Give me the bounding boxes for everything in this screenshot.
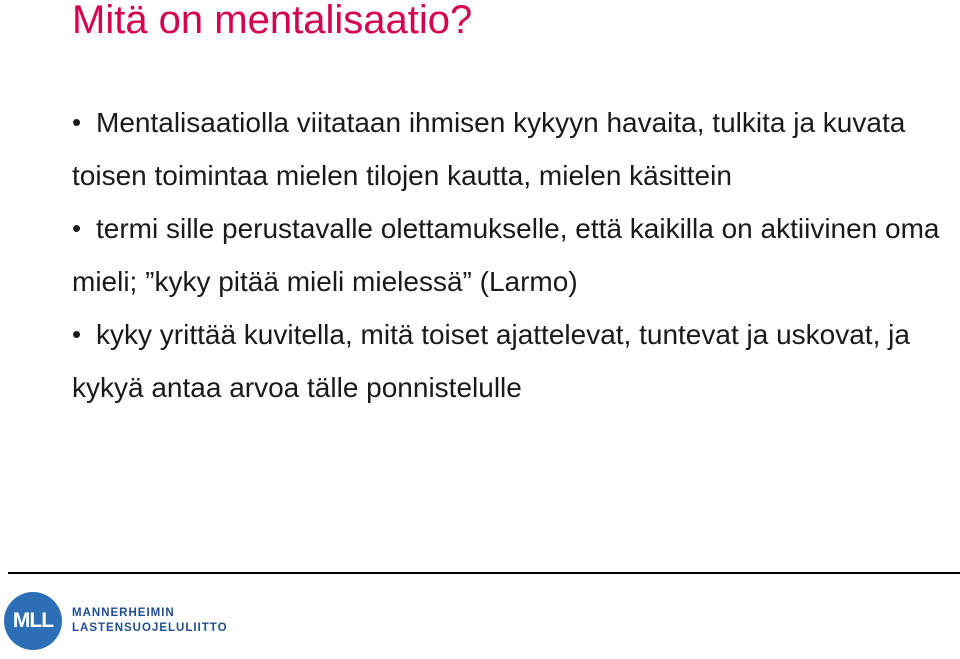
bullet-text: termi sille perustavalle olettamukselle, että kaikilla on aktiivinen oma mieli; ”kyky pitää mieli mielessä” (Larmo) bbox=[72, 213, 940, 297]
footer-divider bbox=[8, 572, 960, 574]
mll-logo bbox=[4, 592, 228, 650]
bullet-dot-icon: • bbox=[72, 107, 82, 137]
logo-wordmark bbox=[72, 606, 228, 636]
bullet-text: Mentalisaatiolla viitataan ihmisen kykyyn havaita, tulkita ja kuvata toisen toimintaa mielen tilojen kautta, mielen käsittein bbox=[72, 107, 906, 191]
bullet-dot-icon: • bbox=[72, 213, 82, 243]
bullet-list bbox=[72, 96, 952, 414]
bullet-item bbox=[72, 202, 952, 308]
mll-logo-icon: MLL bbox=[4, 592, 62, 650]
slide-title: Mitä on mentalisaatio? bbox=[72, 0, 473, 42]
bullet-dot-icon: • bbox=[72, 319, 82, 349]
bullet-item bbox=[72, 308, 952, 414]
bullet-item bbox=[72, 96, 952, 202]
logo-line-2: LASTENSUOJELULIITTO bbox=[72, 622, 228, 634]
bullet-text: kyky yrittää kuvitella, mitä toiset ajattelevat, tuntevat ja uskovat, ja kykyä antaa arvoa tälle ponnistelulle bbox=[72, 319, 910, 403]
logo-line-1: MANNERHEIMIN bbox=[72, 607, 175, 619]
